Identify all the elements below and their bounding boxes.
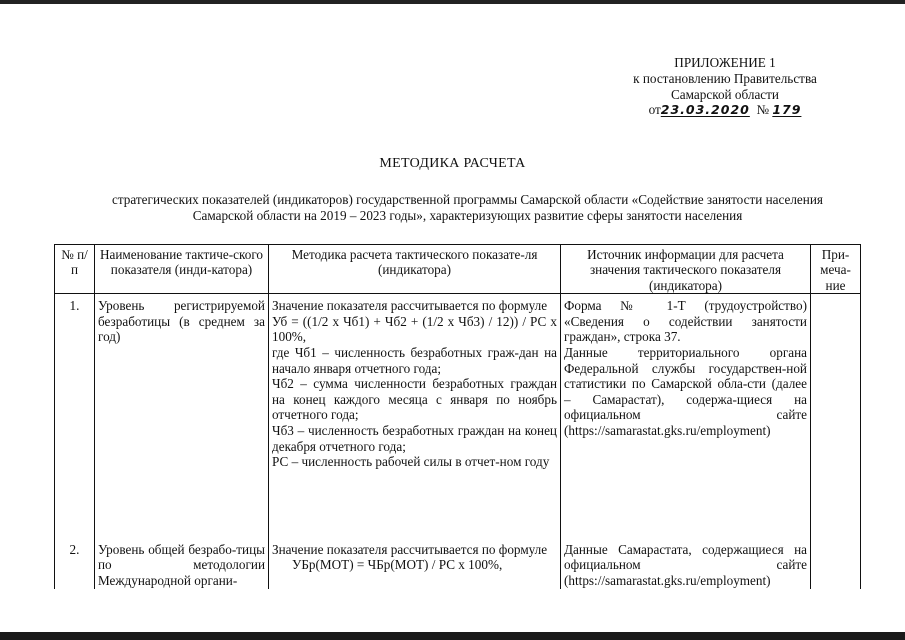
handwritten-date: 23.03.2020	[660, 102, 750, 118]
handwritten-number: 179	[772, 102, 802, 118]
method-cell	[269, 294, 561, 526]
header-indicator-name: Наименование тактиче-ского показателя (инди-катора)	[95, 245, 269, 294]
header-note: При-меча-ние	[811, 245, 861, 294]
header-method: Методика расчета тактического показате-ля (индикатора)	[269, 245, 561, 294]
method-line: Значение показателя рассчитывается по формуле	[272, 298, 548, 314]
row-number: 2.	[55, 526, 95, 589]
method-line: где Чб1 – численность безработных граж-дан на начало января отчетного года;	[272, 345, 557, 376]
method-line: Чб3 – численность безработных граждан на конец декабря отчетного года;	[272, 422, 557, 454]
method-line: Чб2 – сумма численности безработных граждан на конец каждого месяца с января по ноябрь отчетного года;	[272, 376, 557, 423]
table-header-row	[55, 245, 861, 294]
note-cell	[811, 294, 861, 526]
source-line: Данные территориального органа Федеральной службы государствен-ной статистики по Самарской обла-сти (далее – Самарастат), содержа-щиеся на официальном сайте (https://samarastat.gks.ru/employment)	[564, 345, 807, 438]
number-prefix: №	[756, 102, 770, 118]
method-formula: Уб = ((1/2 х Чб1) + Чб2 + (1/2 х Чб3) / 12)) / РС х 100%,	[272, 313, 557, 345]
appendix-date-line	[610, 102, 840, 118]
source-line: Данные Самарастата, содержащиеся на официальном сайте (https://samarastat.gks.ru/employment)	[564, 541, 807, 588]
appendix-resolution: к постановлению Правительства	[633, 70, 817, 86]
appendix-block	[610, 55, 840, 118]
date-prefix: от	[648, 102, 661, 118]
document-title: МЕТОДИКА РАСЧЕТА	[379, 156, 526, 171]
appendix-title: ПРИЛОЖЕНИЕ 1	[674, 55, 776, 70]
indicator-name: Уровень общей безрабо-тицы по методологии Международной органи-	[95, 526, 269, 589]
row-number: 1.	[55, 294, 95, 526]
method-line: РС – численность рабочей силы в отчет-ном году	[272, 454, 550, 470]
methodology-table	[54, 244, 861, 589]
indicator-name: Уровень регистрируемой безработицы (в среднем за год)	[95, 294, 269, 526]
appendix-region: Самарской области	[671, 86, 779, 102]
scan-edge-bottom	[0, 632, 905, 640]
header-source: Источник информации для расчета значения тактического показателя (индикатора)	[561, 245, 811, 294]
method-formula: УБр(МОТ) = ЧБр(МОТ) / РС х 100%,	[292, 557, 503, 573]
method-cell	[269, 526, 561, 589]
table-row	[55, 294, 861, 526]
table-row	[55, 526, 861, 589]
source-cell	[561, 526, 811, 589]
header-number: № п/п	[55, 245, 95, 294]
note-cell	[811, 526, 861, 589]
method-line: Значение показателя рассчитывается по формуле	[272, 541, 548, 557]
document-subtitle: стратегических показателей (индикаторов) государственной программы Самарской области «Содействие занятости населения Самарской области на 2019 – 2023 годы», характеризующих развитие сферы занятости населения	[112, 192, 823, 223]
source-line: Форма № 1-Т (трудоустройство) «Сведения о содействии занятости граждан», строка 37.	[564, 298, 807, 345]
scan-edge-top	[0, 0, 905, 4]
source-cell	[561, 294, 811, 526]
